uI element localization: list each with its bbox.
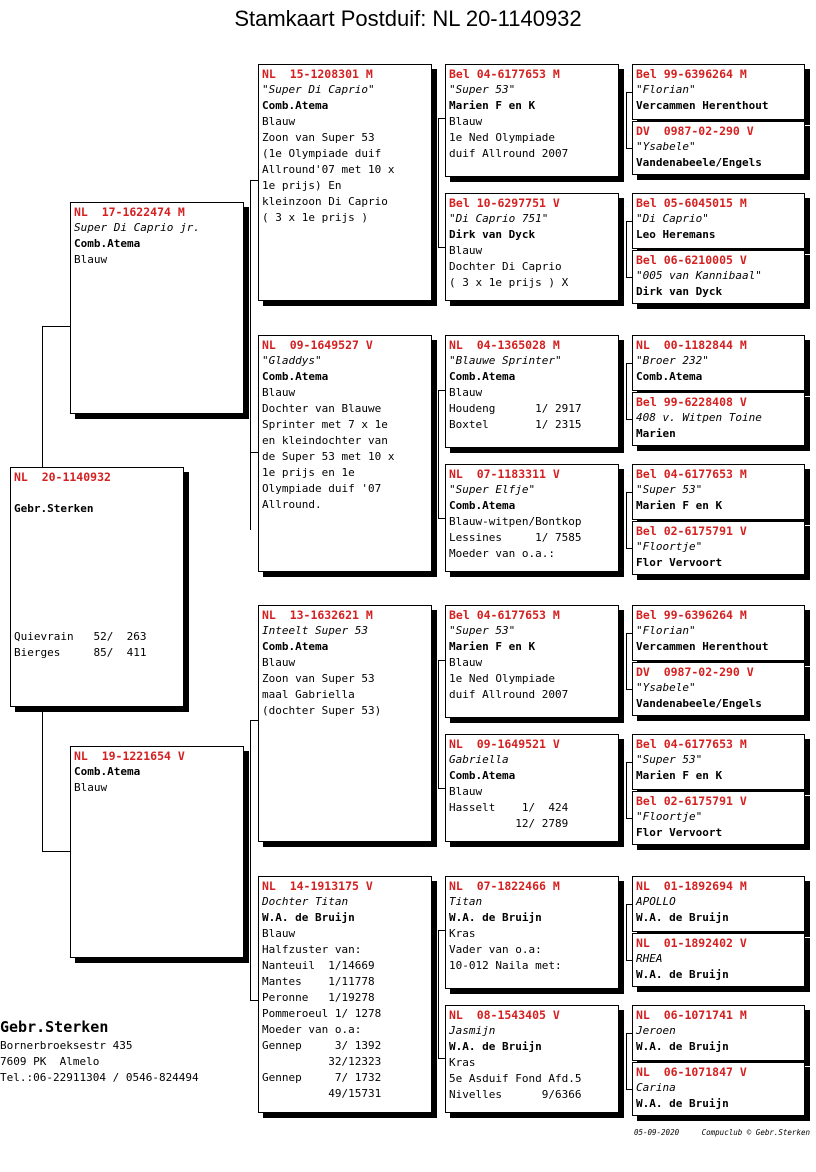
connector-line (438, 930, 445, 931)
owner-city: 7609 PK Almelo (0, 1055, 100, 1068)
pigeon-card-g16 (632, 1062, 805, 1116)
info-line: Blauw (262, 115, 296, 128)
pigeon-name: Dochter Titan (262, 895, 349, 908)
pigeon-name: "005 van Kannibaal" (636, 269, 762, 282)
pigeon-card-g4 (632, 250, 805, 304)
pigeon-name: RHEA (636, 952, 663, 965)
connector-line (438, 390, 445, 391)
pigeon-card-g6 (632, 392, 805, 446)
connector-line (438, 118, 439, 248)
breeder-name: Marien F en K (636, 769, 723, 782)
info-line: Blauw (74, 253, 108, 266)
info-line: Gennep 7/ 1732 (262, 1071, 382, 1084)
pigeon-card-g5 (632, 335, 805, 391)
breeder-name: Marien F en K (636, 499, 723, 512)
breeder-name: W.A. de Bruijn (636, 1097, 729, 1110)
connector-line (626, 92, 627, 148)
pigeon-card-ff (258, 64, 432, 301)
breeder-name: Comb.Atema (74, 765, 141, 778)
info-line: Blauw-witpen/Bontkop (449, 515, 582, 528)
info-line: Sprinter met 7 x 1e (262, 418, 388, 431)
pigeon-name: "Broer 232" (636, 354, 709, 367)
pigeon-card-father (70, 202, 244, 414)
breeder-name: W.A. de Bruijn (636, 1040, 729, 1053)
pigeon-name: "Ysabele" (636, 140, 696, 153)
breeder-name: W.A. de Bruijn (636, 968, 729, 981)
connector-line (42, 326, 70, 327)
ring-number: Bel 04-6177653 M (449, 608, 560, 622)
breeder-name: Flor Vervoort (636, 556, 723, 569)
info-line: Kras (449, 1056, 476, 1069)
footer-date: 05-09-2020 (633, 1128, 680, 1137)
ring-number: NL 19-1221654 V (74, 749, 185, 763)
info-line: (1e Olympiade duif (262, 147, 382, 160)
pigeon-name: Carina (636, 1081, 676, 1094)
breeder-name: Vandenabeele/Engels (636, 156, 762, 169)
ring-number: Bel 04-6177653 M (449, 67, 560, 81)
info-line: Vader van o.a: (449, 943, 542, 956)
breeder-name: Flor Vervoort (636, 826, 723, 839)
info-line: Allround. (262, 498, 322, 511)
connector-line (42, 707, 43, 851)
breeder-name: Dirk van Dyck (636, 285, 723, 298)
connector-line (626, 221, 627, 277)
footer-credit: Compuclub © Gebr.Sterken (701, 1128, 810, 1137)
breeder-name: Comb.Atema (74, 237, 141, 250)
ring-number: NL 01-1892402 V (636, 936, 747, 950)
pigeon-name: "Di Caprio" (636, 212, 709, 225)
info-line: de Super 53 met 10 x (262, 450, 395, 463)
info-line (14, 533, 180, 549)
info-line: Quievrain 52/ 263 (14, 630, 147, 643)
pigeon-name: Gabriella (449, 753, 509, 766)
info-line: Allround'07 met 10 x (262, 163, 395, 176)
info-line: 32/12323 (262, 1055, 382, 1068)
info-line: maal Gabriella (262, 688, 355, 701)
pigeon-name: 408 v. Witpen Toine (636, 411, 762, 424)
connector-line (250, 180, 258, 181)
info-line: Dochter Di Caprio (449, 260, 562, 273)
info-line: Kras (449, 927, 476, 940)
info-line: Nivelles 9/6366 (449, 1088, 582, 1101)
breeder-name: Comb.Atema (262, 640, 329, 653)
connector-line (626, 1033, 627, 1089)
ring-number: Bel 05-6045015 M (636, 196, 747, 210)
connector-line (438, 390, 439, 518)
breeder-name: Comb.Atema (262, 370, 329, 383)
pigeon-card-g9 (632, 605, 805, 661)
ring-number: Bel 10-6297751 V (449, 196, 560, 210)
ring-number: NL 13-1632621 M (262, 608, 373, 622)
connector-line (42, 326, 43, 467)
connector-line (250, 452, 258, 453)
connector-line (250, 720, 258, 721)
info-line: 1e Ned Olympiade (449, 131, 555, 144)
pigeon-card-g1 (632, 64, 805, 120)
breeder-name: Comb.Atema (449, 370, 516, 383)
ring-number: NL 15-1208301 M (262, 67, 373, 81)
breeder-name: Marien (636, 427, 676, 440)
info-line: en kleindochter van (262, 434, 388, 447)
info-line: 1e Ned Olympiade (449, 672, 555, 685)
ring-number: NL 09-1649521 V (449, 737, 560, 751)
info-line: Blauw (449, 656, 483, 669)
owner-address: Bornerbroeksestr 435 (0, 1039, 133, 1052)
pigeon-name: "Super Elfje" (449, 483, 536, 496)
pigeon-card-ffm (445, 193, 619, 301)
info-line: Mantes 1/11778 (262, 975, 375, 988)
ring-number: Bel 99-6396264 M (636, 67, 747, 81)
pigeon-card-mmf (445, 876, 619, 989)
info-line: Blauw (262, 386, 296, 399)
pigeon-name: "Super 53" (449, 624, 516, 637)
pigeon-card-mfm (445, 734, 619, 842)
info-line: Zoon van Super 53 (262, 672, 375, 685)
info-line (14, 581, 180, 597)
connector-line (626, 904, 627, 960)
connector-line (626, 363, 627, 419)
ring-number: Bel 04-6177653 M (636, 737, 747, 751)
pigeon-name: APOLLO (636, 895, 676, 908)
ring-number: NL 00-1182844 M (636, 338, 747, 352)
ring-number: NL 06-1071741 M (636, 1008, 747, 1022)
ring-number: NL 09-1649527 V (262, 338, 373, 352)
info-line (14, 565, 180, 581)
pigeon-card-g10 (632, 662, 805, 716)
connector-line (438, 660, 439, 788)
pigeon-card-g14 (632, 933, 805, 987)
info-line (14, 613, 180, 629)
info-line: Blauw (74, 781, 108, 794)
ring-number: NL 07-1183311 V (449, 467, 560, 481)
pigeon-card-mother (70, 746, 244, 958)
pigeon-name: Inteelt Super 53 (262, 624, 368, 637)
ring-number: Bel 02-6175791 V (636, 524, 747, 538)
info-line: (dochter Super 53) (262, 704, 382, 717)
pigeon-card-mmm (445, 1005, 619, 1113)
ring-number: Bel 02-6175791 V (636, 794, 747, 808)
info-line: Moeder van o.a: (262, 1023, 362, 1036)
info-line: Gennep 3/ 1392 (262, 1039, 382, 1052)
breeder-name: Comb.Atema (449, 499, 516, 512)
breeder-name: Leo Heremans (636, 228, 716, 241)
pigeon-name: "Super 53" (449, 83, 516, 96)
pigeon-card-g13 (632, 876, 805, 932)
info-line: Nanteuil 1/14669 (262, 959, 375, 972)
info-line: Peronne 1/19278 (262, 991, 375, 1004)
info-line: Pommeroeul 1/ 1278 (262, 1007, 382, 1020)
breeder-name: Vandenabeele/Engels (636, 697, 762, 710)
info-line: ( 3 x 1e prijs ) X (449, 276, 569, 289)
connector-line (626, 762, 627, 818)
breeder-name: Vercammen Herenthout (636, 640, 769, 653)
pigeon-card-g2 (632, 121, 805, 175)
owner-phone: Tel.:06-22911304 / 0546-824494 (0, 1071, 199, 1084)
ring-number: NL 14-1913175 V (262, 879, 373, 893)
owner-name: Gebr.Sterken (0, 1018, 109, 1036)
ring-number: Bel 06-6210005 V (636, 253, 747, 267)
pigeon-name: "Floortje" (636, 540, 703, 553)
breeder-name: Marien F en K (449, 99, 536, 112)
pigeon-card-g3 (632, 193, 805, 249)
connector-line (42, 851, 70, 852)
ring-number: NL 06-1071847 V (636, 1065, 747, 1079)
info-line: Bierges 85/ 411 (14, 646, 147, 659)
breeder-name: W.A. de Bruijn (449, 1040, 542, 1053)
connector-line (250, 1000, 258, 1001)
info-line: ( 3 x 1e prijs ) (262, 211, 368, 224)
connector-line (438, 660, 445, 661)
connector-line (626, 492, 627, 548)
pigeon-card-g7 (632, 464, 805, 520)
connector-line (438, 518, 445, 519)
page-title: Stamkaart Postduif: NL 20-1140932 (234, 6, 582, 31)
pigeon-card-mff (445, 605, 619, 718)
pigeon-card-fmf (445, 335, 619, 448)
info-line: Blauw (449, 115, 483, 128)
info-line: Boxtel 1/ 2315 (449, 418, 582, 431)
connector-line (250, 180, 251, 530)
connector-line (438, 247, 445, 248)
pigeon-card-g8 (632, 521, 805, 575)
connector-line (438, 118, 445, 119)
info-line: Blauw (262, 927, 296, 940)
info-line: Houdeng 1/ 2917 (449, 402, 582, 415)
breeder-name: W.A. de Bruijn (636, 911, 729, 924)
connector-line (438, 930, 439, 1058)
pigeon-card-g11 (632, 734, 805, 790)
info-line: 10-012 Naila met: (449, 959, 562, 972)
info-line (14, 597, 180, 613)
info-line: Blauw (449, 386, 483, 399)
connector-line (250, 720, 251, 1000)
info-line: Blauw (449, 244, 483, 257)
ring-number: Bel 04-6177653 M (636, 467, 747, 481)
pigeon-name: "Blauwe Sprinter" (449, 354, 562, 367)
pigeon-name: "Super Di Caprio" (262, 83, 375, 96)
pigeon-name: "Floortje" (636, 810, 703, 823)
breeder-name: W.A. de Bruijn (449, 911, 542, 924)
ring-number: NL 01-1892694 M (636, 879, 747, 893)
ring-number: DV 0987-02-290 V (636, 665, 754, 679)
breeder-name: W.A. de Bruijn (262, 911, 355, 924)
connector-line (626, 633, 627, 689)
info-line (14, 485, 180, 501)
breeder-name: Vercammen Herenthout (636, 99, 769, 112)
info-line (14, 549, 180, 565)
pigeon-card-mf (258, 605, 432, 842)
breeder-name: Comb.Atema (636, 370, 703, 383)
info-line (14, 517, 180, 533)
ring-number: NL 04-1365028 M (449, 338, 560, 352)
info-line: 5e Asduif Fond Afd.5 (449, 1072, 582, 1085)
ring-number: Bel 99-6396264 M (636, 608, 747, 622)
info-line: Lessines 1/ 7585 (449, 531, 582, 544)
breeder-name: Comb.Atema (449, 769, 516, 782)
info-line: Hasselt 1/ 424 (449, 801, 569, 814)
info-line: Zoon van Super 53 (262, 131, 375, 144)
info-line: Halfzuster van: (262, 943, 362, 956)
info-line: 49/15731 (262, 1087, 382, 1100)
pigeon-name: "Florian" (636, 624, 696, 637)
connector-line (438, 788, 445, 789)
pigeon-name: Titan (449, 895, 483, 908)
connector-line (438, 1058, 445, 1059)
pigeon-name: "Gladdys" (262, 354, 322, 367)
info-line: kleinzoon Di Caprio (262, 195, 388, 208)
ring-number: Bel 99-6228408 V (636, 395, 747, 409)
pigeon-name: "Ysabele" (636, 681, 696, 694)
ring-number: NL 20-1140932 (14, 470, 111, 484)
pigeon-card-fm (258, 335, 432, 572)
info-line: 12/ 2789 (449, 817, 569, 830)
footer (634, 1128, 810, 1137)
info-line: Moeder van o.a.: (449, 547, 555, 560)
pigeon-card-fmm (445, 464, 619, 572)
pigeon-name: "Super 53" (636, 753, 703, 766)
pigeon-card-subject (10, 467, 184, 707)
breeder-name: Comb.Atema (262, 99, 329, 112)
ring-number: NL 08-1543405 V (449, 1008, 560, 1022)
info-line: Gebr.Sterken (14, 502, 94, 515)
pigeon-name: Jasmijn (449, 1024, 496, 1037)
info-line: duif Allround 2007 (449, 688, 569, 701)
pigeon-name: "Di Caprio 751" (449, 212, 549, 225)
info-line: Blauw (449, 785, 483, 798)
pigeon-name: "Super 53" (636, 483, 703, 496)
breeder-name: Dirk van Dyck (449, 228, 536, 241)
pigeon-name: Jeroen (636, 1024, 676, 1037)
info-line: 1e prijs) En (262, 179, 342, 192)
pigeon-card-g15 (632, 1005, 805, 1061)
info-line: 1e prijs en 1e (262, 466, 355, 479)
info-line: duif Allround 2007 (449, 147, 569, 160)
owner-block (0, 1016, 199, 1086)
pigeon-name: "Florian" (636, 83, 696, 96)
ring-number: DV 0987-02-290 V (636, 124, 754, 138)
ring-number: NL 07-1822466 M (449, 879, 560, 893)
pigeon-card-g12 (632, 791, 805, 845)
info-line: Dochter van Blauwe (262, 402, 382, 415)
info-line: Olympiade duif '07 (262, 482, 382, 495)
breeder-name: Marien F en K (449, 640, 536, 653)
info-line: Blauw (262, 656, 296, 669)
pigeon-card-fff (445, 64, 619, 177)
pigeon-name: Super Di Caprio jr. (74, 221, 200, 234)
ring-number: NL 17-1622474 M (74, 205, 185, 219)
pigeon-card-mm (258, 876, 432, 1113)
